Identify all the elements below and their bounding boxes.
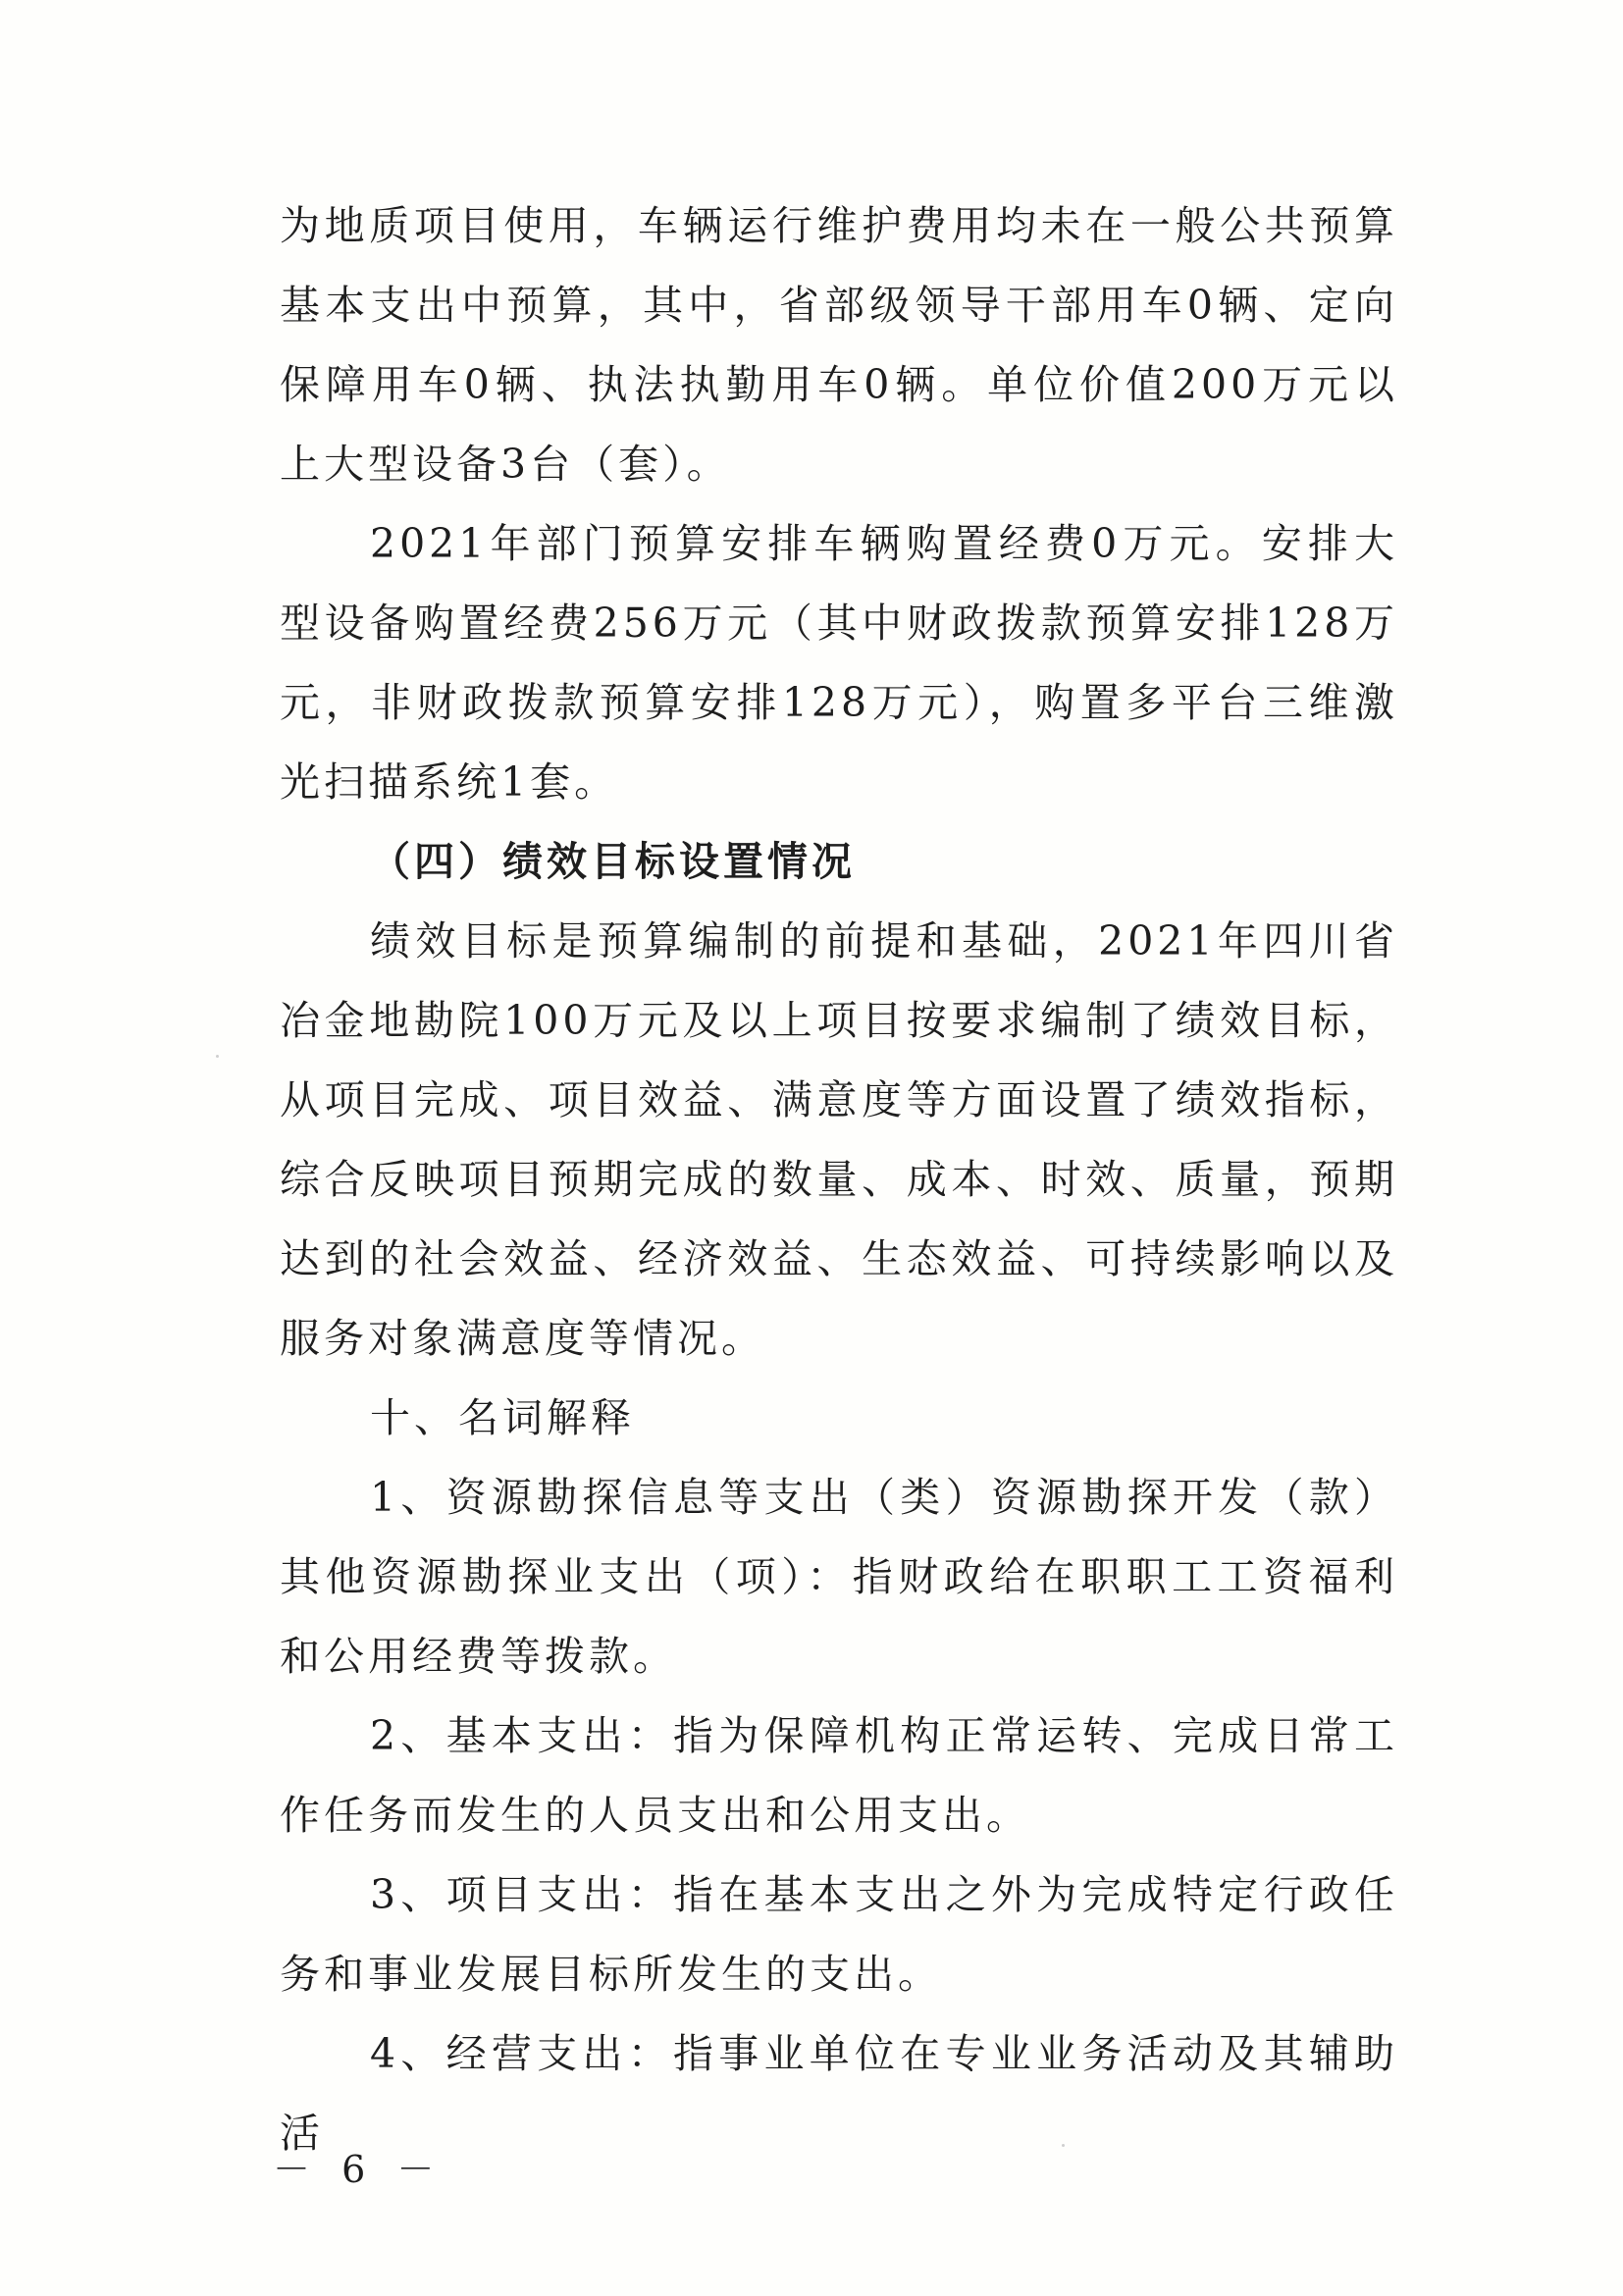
paragraph-performance-goals: 绩效目标是预算编制的前提和基础，2021年四川省冶金地勘院100万元及以上项目按要求编制了绩效目标，从项目完成、项目效益、满意度等方面设置了绩效指标，综合反映项目预期完成的数量、成本、时效、质量，预期达到的社会效益、经济效益、生态效益、可持续影响以及服务对象满意度等情况。 xyxy=(280,917,1398,1362)
glossary-item-3: 3、项目支出：指在基本支出之外为完成特定行政任务和事业发展目标所发生的支出。 xyxy=(280,1871,1398,1998)
document-body xyxy=(280,186,1398,2173)
scan-artifact xyxy=(216,1055,219,1058)
scan-artifact xyxy=(1062,2144,1065,2147)
glossary-item-2: 2、基本支出：指为保障机构正常运转、完成日常工作任务而发生的人员支出和公用支出。 xyxy=(280,1712,1398,1839)
paragraph-vehicle-usage: 为地质项目使用，车辆运行维护费用均未在一般公共预算基本支出中预算，其中，省部级领导干部用车0辆、定向保障用车0辆、执法执勤用车0辆。单位价值200万元以上大型设备3台（套）。 xyxy=(280,202,1398,488)
glossary-item-4: 4、经营支出：指事业单位在专业业务活动及其辅助活 xyxy=(280,2030,1398,2157)
paragraph-equipment-budget: 2021年部门预算安排车辆购置经费0万元。安排大型设备购置经费256万元（其中财政拨款预算安排128万元，非财政拨款预算安排128万元），购置多平台三维激光扫描系统1套。 xyxy=(280,520,1398,806)
glossary-item-1: 1、资源勘探信息等支出（类）资源勘探开发（款）其他资源勘探业支出（项）：指财政给在职职工工资福利和公用经费等拨款。 xyxy=(280,1474,1398,1680)
page-number: － 6 － xyxy=(273,2148,445,2191)
section-heading-glossary: 十、名词解释 xyxy=(370,1394,635,1441)
section-subheading-performance-goals: （四）绩效目标设置情况 xyxy=(370,838,856,885)
